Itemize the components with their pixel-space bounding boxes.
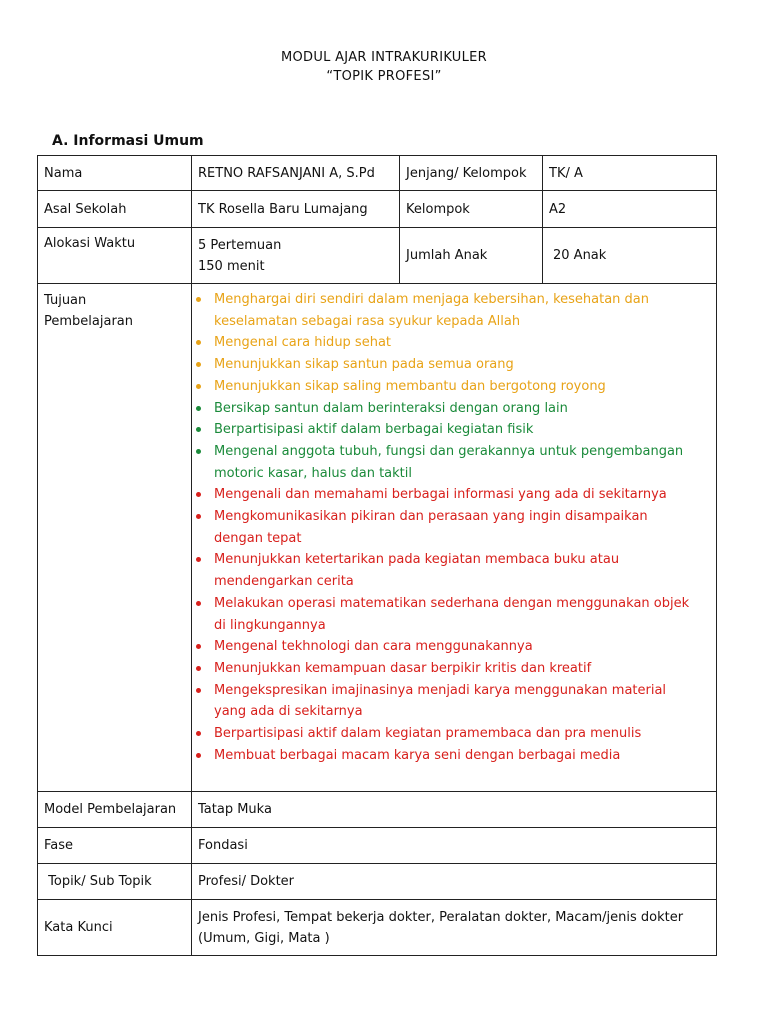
title-line-1: MODUL AJAR INTRAKURIKULER bbox=[280, 50, 488, 65]
kata-value-line-1: Jenis Profesi, Tempat bekerja dokter, Peralatan dokter, Macam/jenis dokter bbox=[198, 909, 684, 925]
kelompok-value: A2 bbox=[543, 191, 717, 228]
alokasi-value bbox=[192, 228, 400, 284]
objective-item bbox=[214, 484, 710, 506]
objective-item bbox=[214, 398, 710, 420]
bullet-icon bbox=[196, 731, 201, 736]
objective-item bbox=[214, 289, 710, 332]
objective-text: Menunjukkan ketertarikan pada kegiatan membaca buku atau bbox=[214, 552, 620, 568]
objective-text: Menunjukkan kemampuan dasar berpikir kritis dan kreatif bbox=[214, 660, 592, 676]
objective-text: mendengarkan cerita bbox=[214, 574, 354, 590]
model-label: Model Pembelajaran bbox=[38, 792, 192, 828]
info-table bbox=[37, 155, 717, 956]
jumlah-value: 20 Anak bbox=[543, 228, 717, 284]
bullet-icon bbox=[196, 297, 201, 302]
objective-item bbox=[214, 376, 710, 398]
asal-value: TK Rosella Baru Lumajang bbox=[192, 191, 400, 228]
bullet-icon bbox=[196, 362, 201, 367]
fase-label: Fase bbox=[38, 828, 192, 864]
topik-label: Topik/ Sub Topik bbox=[38, 864, 192, 900]
objective-text: Membuat berbagai macam karya seni dengan berbagai media bbox=[214, 747, 621, 763]
objective-text: motoric kasar, halus dan taktil bbox=[214, 465, 412, 481]
bullet-icon bbox=[196, 492, 201, 497]
objective-text: Mengenal anggota tubuh, fungsi dan gerakannya untuk pengembangan bbox=[214, 443, 684, 459]
tujuan-label bbox=[38, 284, 192, 792]
objective-item bbox=[214, 723, 710, 745]
objective-text: Bersikap santun dalam berinteraksi dengan orang lain bbox=[214, 400, 568, 416]
objective-text: Menunjukkan sikap santun pada semua orang bbox=[214, 357, 514, 373]
objective-text: Melakukan operasi matematikan sederhana dengan menggunakan objek bbox=[214, 595, 690, 611]
tujuan-value bbox=[192, 284, 717, 792]
row-fase bbox=[38, 828, 717, 864]
objective-text: Berpartisipasi aktif dalam berbagai kegiatan fisik bbox=[214, 422, 534, 438]
objective-text: di lingkungannya bbox=[214, 617, 326, 633]
asal-label: Asal Sekolah bbox=[38, 191, 192, 228]
objectives-list bbox=[192, 284, 716, 772]
bullet-icon bbox=[196, 666, 201, 671]
objective-item bbox=[214, 745, 710, 767]
objective-text: Mengenal tekhnologi dan cara menggunakannya bbox=[214, 639, 533, 655]
kata-value-line-2: (Umum, Gigi, Mata ) bbox=[198, 930, 330, 946]
bullet-icon bbox=[196, 406, 201, 411]
row-kata-kunci bbox=[38, 900, 717, 956]
topik-value: Profesi/ Dokter bbox=[192, 864, 717, 900]
jumlah-label: Jumlah Anak bbox=[400, 228, 543, 284]
alokasi-menit: 150 menit bbox=[198, 258, 265, 274]
objective-item bbox=[214, 680, 710, 723]
objective-text: Menghargai diri sendiri dalam menjaga kebersihan, kesehatan dan bbox=[214, 292, 650, 307]
objective-text: Mengenal cara hidup sehat bbox=[214, 335, 392, 351]
objective-item bbox=[214, 419, 710, 441]
bullet-icon bbox=[196, 688, 201, 693]
fase-value: Fondasi bbox=[192, 828, 717, 864]
kelompok-label: Kelompok bbox=[400, 191, 543, 228]
bullet-icon bbox=[196, 753, 201, 758]
objective-item bbox=[214, 332, 710, 354]
bullet-icon bbox=[196, 340, 201, 345]
bullet-icon bbox=[196, 601, 201, 606]
objective-item bbox=[214, 658, 710, 680]
document-title bbox=[0, 48, 768, 86]
row-asal-sekolah bbox=[38, 191, 717, 228]
tujuan-label-line-1: Tujuan bbox=[44, 293, 87, 308]
objective-item bbox=[214, 593, 710, 636]
kata-label: Kata Kunci bbox=[38, 900, 192, 956]
title-line-2: “TOPIK PROFESI” bbox=[326, 69, 442, 84]
bullet-icon bbox=[196, 427, 201, 432]
objective-text: yang ada di sekitarnya bbox=[214, 704, 363, 720]
tujuan-label-line-2: Pembelajaran bbox=[44, 314, 133, 329]
row-tujuan bbox=[38, 284, 717, 792]
bullet-icon bbox=[196, 449, 201, 454]
model-value: Tatap Muka bbox=[192, 792, 717, 828]
objective-text: Berpartisipasi aktif dalam kegiatan pramembaca dan pra menulis bbox=[214, 726, 642, 742]
alokasi-label: Alokasi Waktu bbox=[38, 228, 192, 284]
bullet-icon bbox=[196, 384, 201, 389]
bullet-icon bbox=[196, 557, 201, 562]
alokasi-pertemuan: 5 Pertemuan bbox=[198, 237, 282, 253]
nama-label: Nama bbox=[38, 156, 192, 191]
jenjang-value: TK/ A bbox=[543, 156, 717, 191]
bullet-icon bbox=[196, 514, 201, 519]
section-heading: A. Informasi Umum bbox=[52, 133, 204, 149]
row-nama bbox=[38, 156, 717, 191]
row-model bbox=[38, 792, 717, 828]
objective-text: Mengenali dan memahami berbagai informasi yang ada di sekitarnya bbox=[214, 487, 667, 503]
objective-text: Menunjukkan sikap saling membantu dan bergotong royong bbox=[214, 378, 606, 394]
row-topik bbox=[38, 864, 717, 900]
objective-item bbox=[214, 354, 710, 376]
objective-item bbox=[214, 441, 710, 484]
objective-item bbox=[214, 506, 710, 549]
objective-text: Mengkomunikasikan pikiran dan perasaan yang ingin disampaikan bbox=[214, 509, 648, 525]
objective-item bbox=[214, 549, 710, 592]
objective-text: dengan tepat bbox=[214, 530, 302, 546]
bullet-icon bbox=[196, 644, 201, 649]
row-alokasi bbox=[38, 228, 717, 284]
objective-text: Mengekspresikan imajinasinya menjadi karya menggunakan material bbox=[214, 682, 667, 698]
jenjang-label: Jenjang/ Kelompok bbox=[400, 156, 543, 191]
objective-item bbox=[214, 636, 710, 658]
objective-text: keselamatan sebagai rasa syukur kepada Allah bbox=[214, 313, 521, 329]
kata-value bbox=[192, 900, 717, 956]
nama-value: RETNO RAFSANJANI A, S.Pd bbox=[192, 156, 400, 191]
